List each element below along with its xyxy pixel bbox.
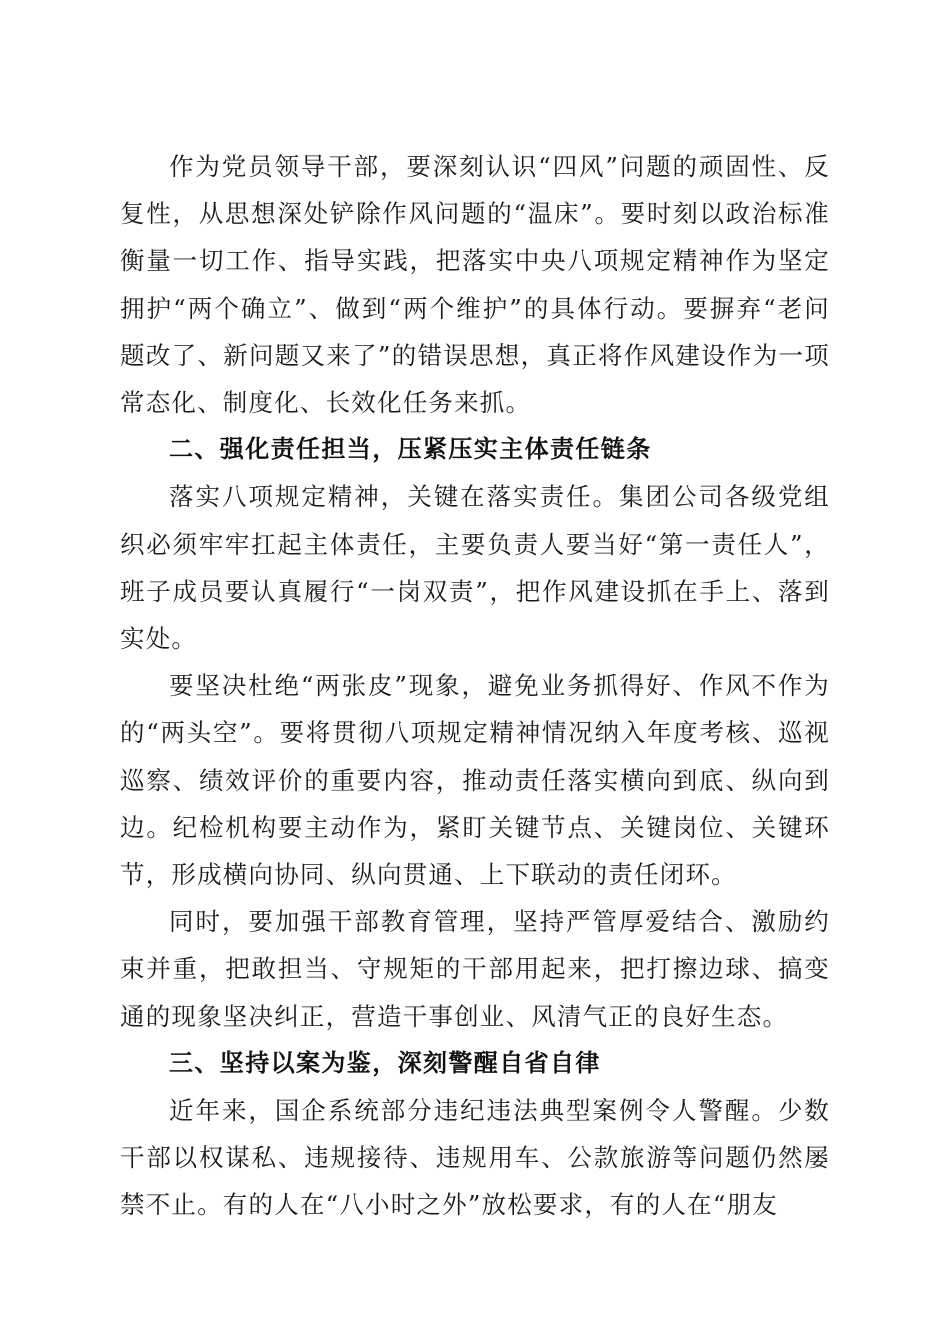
section-heading-3: 三、坚持以案为鉴，深刻警醒自省自律 <box>169 1048 601 1077</box>
paragraph-cadre-management: 同时，要加强干部教育管理，坚持严管厚爱结合、激励约束并重，把敢担当、守规矩的干部用起来，把打擦边球、搞变通的现象坚决纠正，营造干事创业、风清气正的良好生态。 <box>120 907 830 1031</box>
paragraph-two-skins: 要坚决杜绝“两张皮”现象，避免业务抓得好、作风不作为的“两头空”。要将贯彻八项规定精神情况纳入年度考核、巡视巡察、绩效评价的重要内容，推动责任落实横向到底、纵向到边。纪检机构要主动作为，紧盯关键节点、关键岗位、关键环节，形成横向协同、纵向贯通、上下联动的责任闭环。 <box>120 671 830 890</box>
paragraph-work-style: 作为党员领导干部，要深刻认识“四风”问题的顽固性、反复性，从思想深处铲除作风问题的“温床”。要时刻以政治标准衡量一切工作、指导实践，把落实中央八项规定精神作为坚定拥护“两个确立”、做到“两个维护”的具体行动。要摒弃“老问题改了、新问题又来了”的错误思想，真正将作风建设作为一项常态化、制度化、长效化任务来抓。 <box>120 152 830 418</box>
paragraph-cases: 近年来，国企系统部分违纪违法典型案例令人警醒。少数干部以权谋私、违规接待、违规用车、公款旅游等问题仍然屡禁不止。有的人在“八小时之外”放松要求，有的人在“朋友 <box>120 1096 830 1220</box>
section-heading-2: 二、强化责任担当，压紧压实主体责任链条 <box>169 435 652 464</box>
paragraph-responsibility: 落实八项规定精神，关键在落实责任。集团公司各级党组织必须牢牢扛起主体责任，主要负责人要当好“第一责任人”，班子成员要认真履行“一岗双责”，把作风建设抓在手上、落到实处。 <box>120 482 830 654</box>
document-body <box>120 143 830 1229</box>
